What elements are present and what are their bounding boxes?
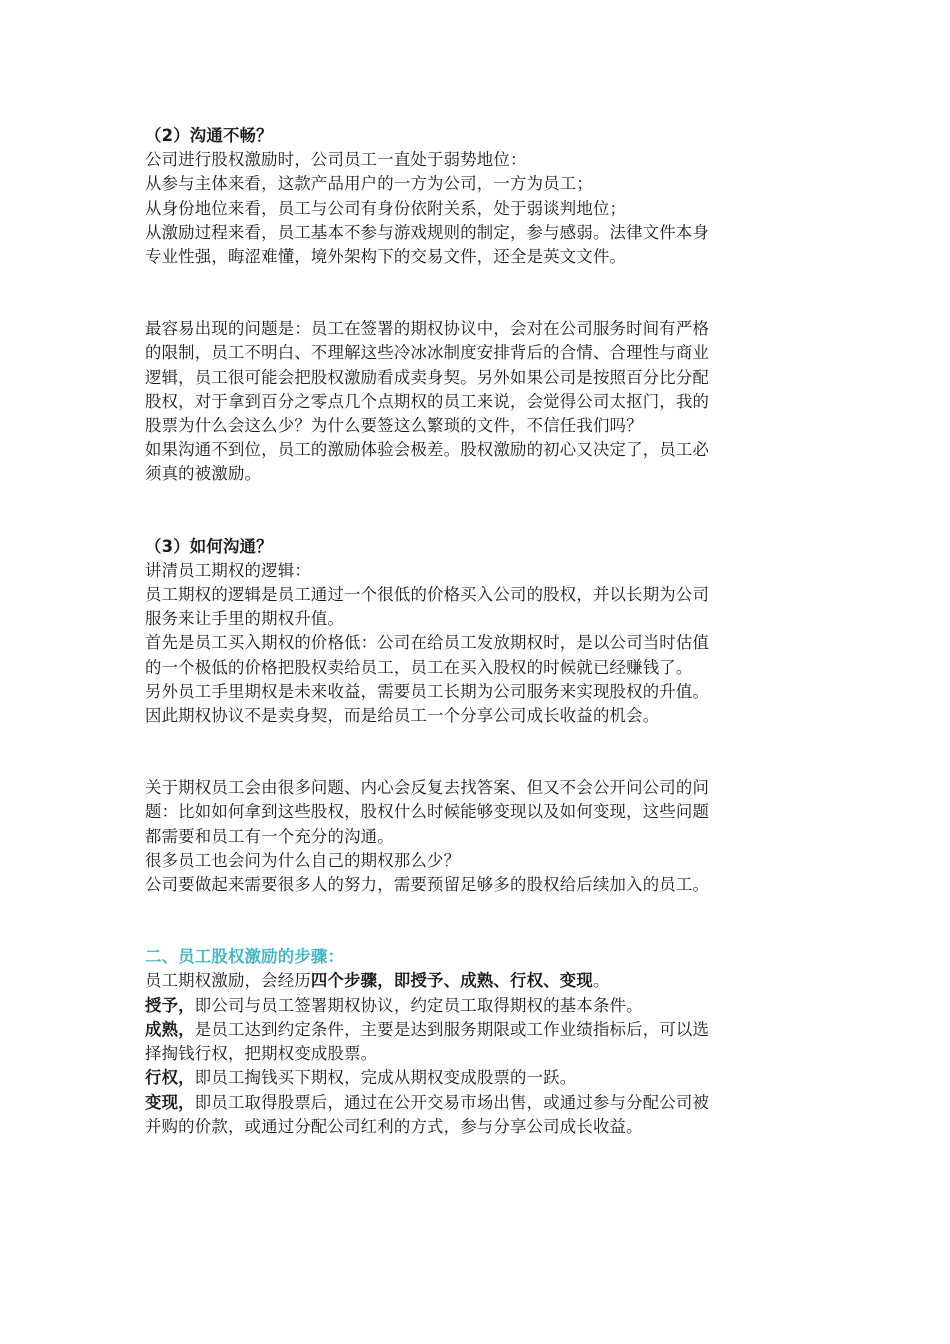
paragraph-line: 从激励过程来看，员工基本不参与游戏规则的制定，参与感弱。法律文件本身 <box>145 222 710 242</box>
step-vest-text: 是员工达到约定条件，主要是达到服务期限或工作业绩指标后，可以选 <box>194 1019 710 1039</box>
step-exercise-term: 行权， <box>145 1068 195 1088</box>
step-grant-term: 授予， <box>145 995 195 1015</box>
step-cash <box>145 1091 800 1115</box>
document-page <box>145 124 800 1139</box>
paragraph-line: 的限制，员工不明白、不理解这些冷冰冰制度安排背后的合情、合理性与商业 <box>145 343 710 363</box>
step-grant-text: 即公司与员工签署期权协议，约定员工取得期权的基本条件。 <box>194 995 643 1015</box>
paragraph-line: 专业性强，晦涩难懂，境外架构下的交易文件，还全是英文文件。 <box>145 247 627 267</box>
intro-suffix: 。 <box>592 971 610 991</box>
section-2-heading: （2）沟通不畅？ <box>145 126 273 145</box>
section-3-heading: （3）如何沟通？ <box>145 536 273 556</box>
step-cash-term: 变现， <box>145 1092 195 1112</box>
paragraph-line: 服务来让手里的期权升值。 <box>145 609 345 629</box>
paragraph-line: 须真的被激励。 <box>145 464 262 484</box>
paragraph-line: 很多员工也会问为什么自己的期权那么少？ <box>145 850 461 870</box>
paragraph-line: 股票为什么会这么少？为什么要签这么繁琐的文件，不信任我们吗？ <box>145 416 643 436</box>
paragraph-line: 逻辑，员工很可能会把股权激励看成卖身契。另外如果公司是按照百分比分配 <box>145 367 710 387</box>
paragraph-line: 公司要做起来需要很多人的努力，需要预留足够多的股权给后续加入的员工。 <box>145 875 710 895</box>
paragraph-line: 如果沟通不到位，员工的激励体验会极差。股权激励的初心又决定了，员工必 <box>145 440 710 460</box>
step-cash-text: 即员工取得股票后，通过在公开交易市场出售，或通过参与分配公司被 <box>194 1092 710 1112</box>
spacer <box>145 728 800 776</box>
paragraph-line: 最容易出现的问题是：员工在签署的期权协议中，会对在公司服务时间有严格 <box>145 319 710 339</box>
step-grant <box>145 994 800 1018</box>
paragraph-line: 首先是员工买入期权的价格低：公司在给员工发放期权时，是以公司当时估值 <box>145 633 710 653</box>
paragraph-line: 从参与主体来看，这款产品用户的一方为公司，一方为员工； <box>145 174 593 194</box>
paragraph-line: 另外员工手里期权是未来收益，需要员工长期为公司服务来实现股权的升值。 <box>145 681 710 701</box>
intro-bold: 四个步骤，即授予、成熟、行权、变现 <box>310 971 593 991</box>
steps-heading: 二、员工股权激励的步骤： <box>145 947 345 967</box>
paragraph-line: 的一个极低的价格把股权卖给员工，员工在买入股权的时候就已经赚钱了。 <box>145 657 693 677</box>
step-cash-continued: 并购的价款，或通过分配公司红利的方式，参与分享公司成长收益。 <box>145 1116 643 1136</box>
paragraph-line: 关于期权员工会由很多问题、内心会反复去找答案、但又不会公开问公司的问 <box>145 778 710 798</box>
paragraph-line: 因此期权协议不是卖身契，而是给员工一个分享公司成长收益的机会。 <box>145 706 660 726</box>
intro-prefix: 员工期权激励，会经历 <box>145 971 311 991</box>
paragraph-line: 都需要和员工有一个充分的沟通。 <box>145 826 394 846</box>
paragraph-line: 从身份地位来看，员工与公司有身份依附关系，处于弱谈判地位； <box>145 198 627 218</box>
paragraph-line: 题：比如如何拿到这些股权，股权什么时候能够变现以及如何变现，这些问题 <box>145 802 710 822</box>
spacer <box>145 897 800 945</box>
step-vest <box>145 1018 800 1042</box>
spacer <box>145 269 800 317</box>
paragraph-line: 讲清员工期权的逻辑： <box>145 560 311 580</box>
paragraph-line: 股权，对于拿到百分之零点几个点期权的员工来说，会觉得公司太抠门，我的 <box>145 391 710 411</box>
step-exercise-text: 即员工掏钱买下期权，完成从期权变成股票的一跃。 <box>194 1068 577 1088</box>
steps-intro <box>145 969 800 993</box>
paragraph-line: 员工期权的逻辑是员工通过一个很低的价格买入公司的股权，并以长期为公司 <box>145 585 710 605</box>
step-vest-continued: 择掏钱行权，把期权变成股票。 <box>145 1044 378 1064</box>
paragraph-line: 公司进行股权激励时，公司员工一直处于弱势地位： <box>145 150 527 170</box>
spacer <box>145 487 800 535</box>
step-exercise <box>145 1066 800 1090</box>
step-vest-term: 成熟， <box>145 1019 195 1039</box>
